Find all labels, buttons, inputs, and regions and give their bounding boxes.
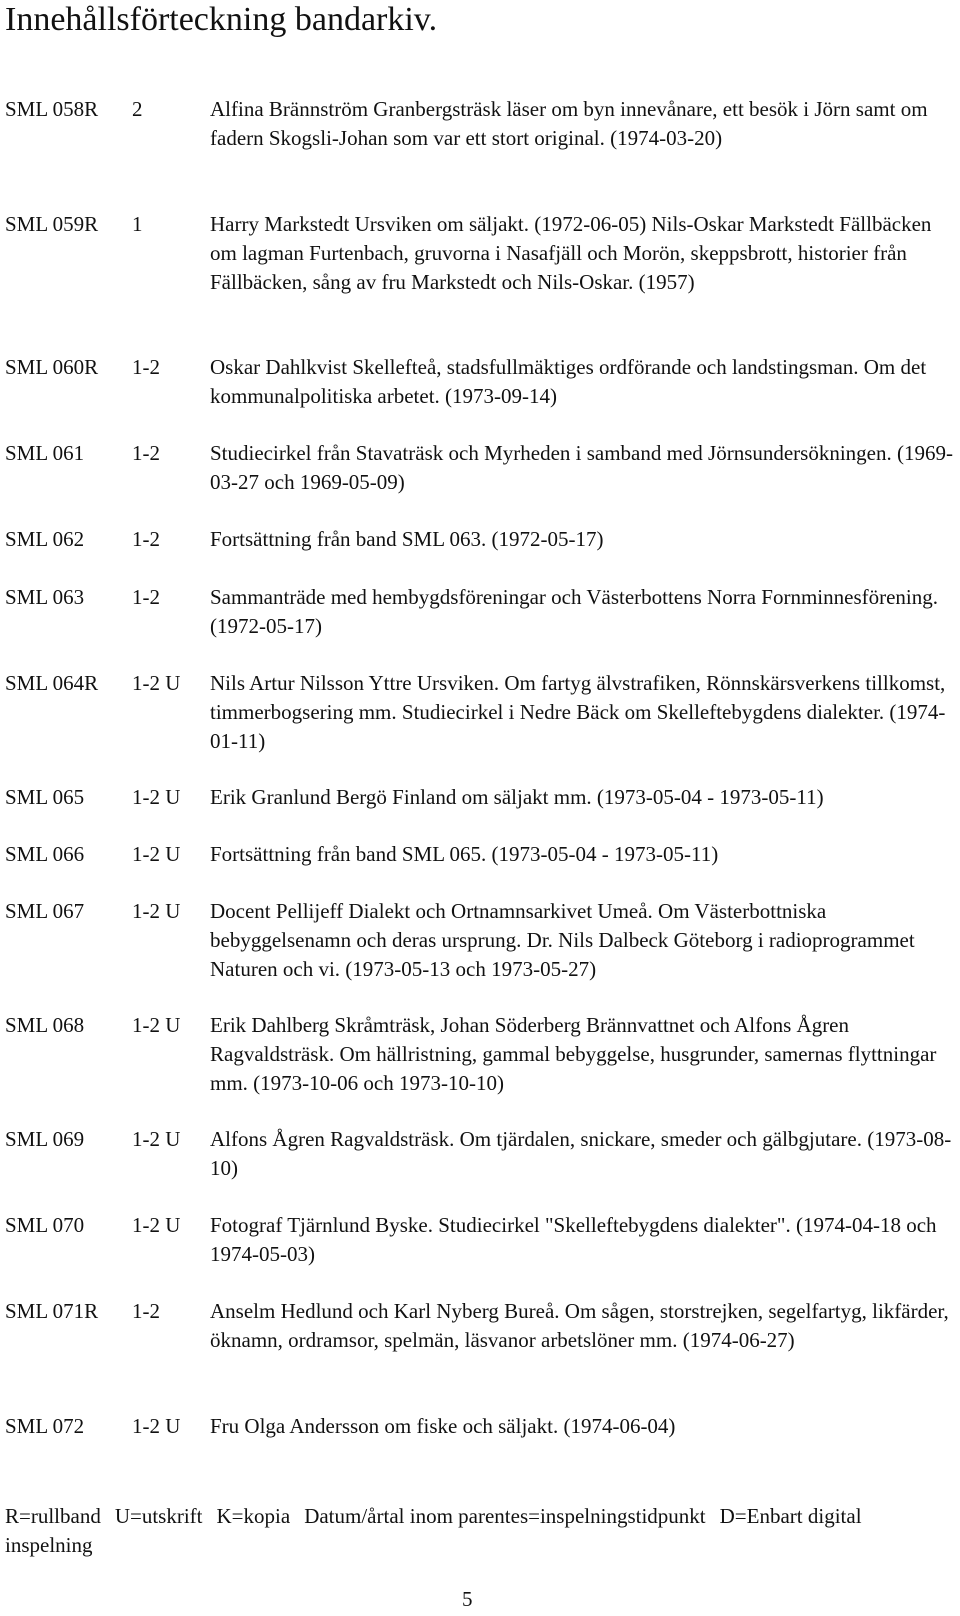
tape-parts: 1-2 U [132, 1414, 181, 1438]
tape-description: Sammanträde med hembygdsföreningar och Västerbottens Norra Fornminnesförening. (1972-05-17) [210, 585, 939, 638]
tape-description: Anselm Hedlund och Karl Nyberg Bureå. Om sågen, storstrejken, segelfartyg, likfärder, öknamn, ordramsor, spelmän, läsvanor arbetslöner mm. (1974-06-27) [210, 1299, 949, 1352]
legend-line [5, 1502, 950, 1560]
legend-digital: D=Enbart digital inspelning [5, 1504, 862, 1557]
tape-description: Nils Artur Nilsson Yttre Ursviken. Om fartyg älvstrafiken, Rönnskärsverkens tillkomst, timmerbogsering mm. Studiecirkel i Nedre Bäck om Skelleftebygdens dialekter. (1974-01-11) [210, 671, 946, 753]
tape-description: Erik Dahlberg Skråmträsk, Johan Söderberg Brännvattnet och Alfons Ågren Ragvaldsträsk. Om hällristning, gammal bebyggelse, husgrunder, samernas flyttningar mm. (1973-10-06 och 1973-10-10) [210, 1013, 937, 1095]
tape-description: Docent Pellijeff Dialekt och Ortnamnsarkivet Umeå. Om Västerbottniska bebyggelsenamn och deras ursprung. Dr. Nils Dalbeck Göteborg i radioprogrammet Naturen och vi. (1973-05-13 och 1973-05-27) [210, 899, 915, 981]
tape-description: Harry Markstedt Ursviken om säljakt. (1972-06-05) Nils-Oskar Markstedt Fällbäcken om lagman Furtenbach, gruvorna i Nasafjäll och Morön, skeppsbrott, historier från Fällbäcken, sång av fru Markstedt och Nils-Oskar. (1957) [210, 212, 932, 294]
tape-parts: 1-2 U [132, 785, 181, 809]
tape-code: SML 070 [5, 1213, 85, 1237]
tape-code: SML 061 [5, 441, 85, 465]
tape-code: SML 065 [5, 785, 85, 809]
legend-utskrift: U=utskrift [114, 1504, 203, 1528]
tape-parts: 1-2 U [132, 1127, 181, 1151]
tape-parts: 1-2 [132, 527, 160, 551]
legend-datum: Datum/årtal inom parentes=inspelningstidpunkt [304, 1504, 706, 1528]
tape-parts: 1-2 [132, 355, 160, 379]
tape-parts: 1-2 [132, 585, 160, 609]
legend-kopia: K=kopia [216, 1504, 291, 1528]
tape-code: SML 059R [5, 212, 99, 236]
tape-parts: 1-2 U [132, 1213, 181, 1237]
tape-parts: 2 [132, 97, 143, 121]
tape-code: SML 063 [5, 585, 85, 609]
page-number: 5 [462, 1587, 473, 1611]
tape-description: Fortsättning från band SML 063. (1972-05-17) [210, 527, 604, 551]
tape-parts: 1 [132, 212, 143, 236]
abbreviation-legend [5, 1502, 950, 1560]
tape-parts: 1-2 U [132, 1013, 181, 1037]
document-title: Innehållsförteckning bandarkiv. [5, 1, 438, 38]
tape-description: Fotograf Tjärnlund Byske. Studiecirkel "Skelleftebygdens dialekter". (1974-04-18 och 1974-05-03) [210, 1213, 937, 1266]
tape-code: SML 062 [5, 527, 85, 551]
tape-code: SML 072 [5, 1414, 85, 1438]
legend-rullband: R=rullband [5, 1504, 101, 1528]
tape-description: Alfina Brännström Granbergsträsk läser om byn innevånare, ett besök i Jörn samt om fadern Skogsli-Johan som var ett stort original. (1974-03-20) [210, 97, 928, 150]
tape-description: Fortsättning från band SML 065. (1973-05-04 - 1973-05-11) [210, 842, 719, 866]
tape-code: SML 066 [5, 842, 85, 866]
tape-description: Studiecirkel från Stavaträsk och Myrheden i samband med Jörnsundersökningen. (1969-03-27 och 1969-05-09) [210, 441, 953, 494]
tape-parts: 1-2 [132, 1299, 160, 1323]
tape-description: Oskar Dahlkvist Skellefteå, stadsfullmäktiges ordförande och landstingsman. Om det kommunalpolitiska arbetet. (1973-09-14) [210, 355, 927, 408]
tape-code: SML 068 [5, 1013, 85, 1037]
tape-code: SML 058R [5, 97, 99, 121]
tape-code: SML 064R [5, 671, 99, 695]
tape-parts: 1-2 U [132, 671, 181, 695]
tape-parts: 1-2 U [132, 899, 181, 923]
tape-code: SML 060R [5, 355, 99, 379]
tape-parts: 1-2 U [132, 842, 181, 866]
tape-code: SML 069 [5, 1127, 85, 1151]
tape-description: Erik Granlund Bergö Finland om säljakt mm. (1973-05-04 - 1973-05-11) [210, 785, 824, 809]
tape-parts: 1-2 [132, 441, 160, 465]
tape-description: Fru Olga Andersson om fiske och säljakt. (1974-06-04) [210, 1414, 676, 1438]
tape-code: SML 071R [5, 1299, 99, 1323]
tape-description: Alfons Ågren Ragvaldsträsk. Om tjärdalen, snickare, smeder och gälbgjutare. (1973-08-10) [210, 1127, 952, 1180]
tape-code: SML 067 [5, 899, 85, 923]
